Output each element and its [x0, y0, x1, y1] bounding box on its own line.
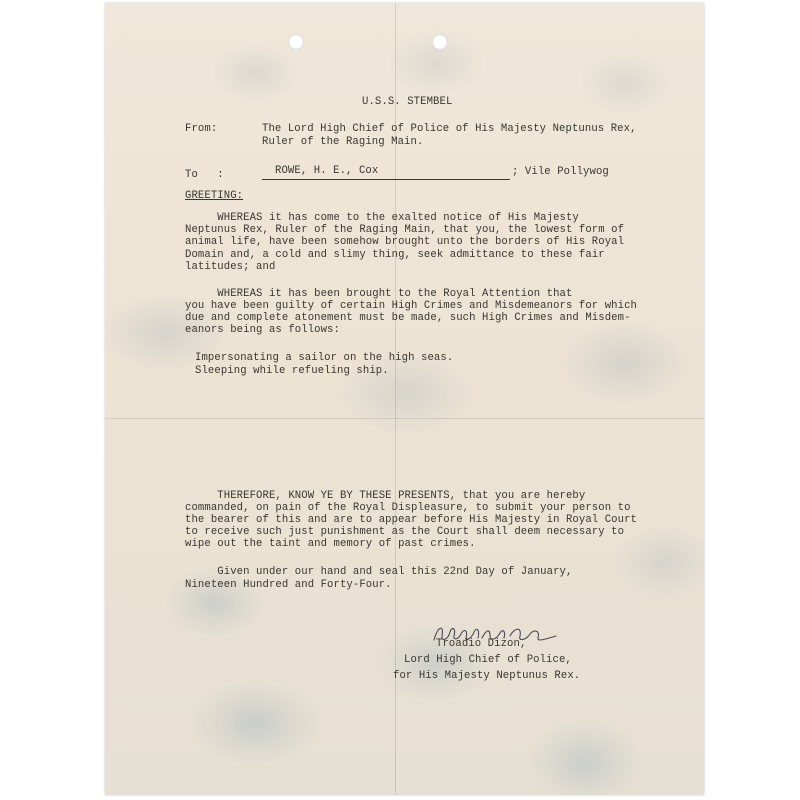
from-line-2: Ruler of the Raging Main. [262, 136, 424, 148]
given-line-1: Given under our hand and seal this 22nd Day of January, [185, 566, 573, 578]
to-name: ROWE, H. E., Cox [275, 165, 379, 177]
to-suffix: ; Vile Pollywog [512, 166, 609, 178]
paragraph-1-line-3: animal life, have been somehow brought unto the borders of His Royal [185, 236, 625, 248]
punch-hole-right [432, 34, 448, 50]
given-line-2: Nineteen Hundred and Forty-Four. [185, 579, 392, 591]
signature-name: Troadio Dizon, [436, 638, 527, 650]
paragraph-3-line-2: commanded, on pain of the Royal Displeasure, to submit your person to [185, 502, 631, 514]
paragraph-2-line-4: eanors being as follows: [185, 324, 340, 336]
paragraph-2-line-2: you have been guilty of certain High Crimes and Misdemeanors for which [185, 300, 638, 312]
paragraph-2-line-1: WHEREAS it has been brought to the Royal Attention that [185, 288, 573, 300]
paragraph-3-line-5: wipe out the taint and memory of past crimes. [185, 538, 476, 550]
paragraph-2-line-3: due and complete atonement must be made, such High Crimes and Misdem- [185, 312, 631, 324]
paragraph-3-line-4: to receive such just punishment as the Court shall deem necessary to [185, 526, 625, 538]
signature-title: Lord High Chief of Police, [404, 654, 572, 666]
greeting: GREETING: [185, 190, 244, 202]
signature-affiliation: for His Majesty Neptunus Rex. [393, 670, 581, 682]
punch-hole-left [288, 34, 304, 50]
paragraph-1-line-2: Neptunus Rex, Ruler of the Raging Main, that you, the lowest form of [185, 224, 625, 236]
paragraph-3-line-3: the bearer of this and are to appear before His Majesty in Royal Court [185, 514, 638, 526]
to-underline [262, 179, 510, 180]
crime-1: Impersonating a sailor on the high seas. [195, 352, 454, 364]
ship-heading: U.S.S. STEMBEL [362, 96, 453, 108]
paragraph-1-line-1: WHEREAS it has come to the exalted notice of His Majesty [185, 212, 579, 224]
certificate-paper [105, 3, 704, 795]
paragraph-1-line-5: latitudes; and [185, 261, 276, 273]
from-label: From: [185, 123, 218, 135]
fold-crease-horizontal [105, 418, 704, 419]
to-label: To : [185, 169, 224, 181]
paragraph-3-line-1: THEREFORE, KNOW YE BY THESE PRESENTS, that you are hereby [185, 490, 586, 502]
paragraph-1-line-4: Domain and, a cold and slimy thing, seek admittance to these fair [185, 249, 605, 261]
from-line-1: The Lord High Chief of Police of His Majesty Neptunus Rex, [262, 123, 637, 135]
crime-2: Sleeping while refueling ship. [195, 365, 389, 377]
